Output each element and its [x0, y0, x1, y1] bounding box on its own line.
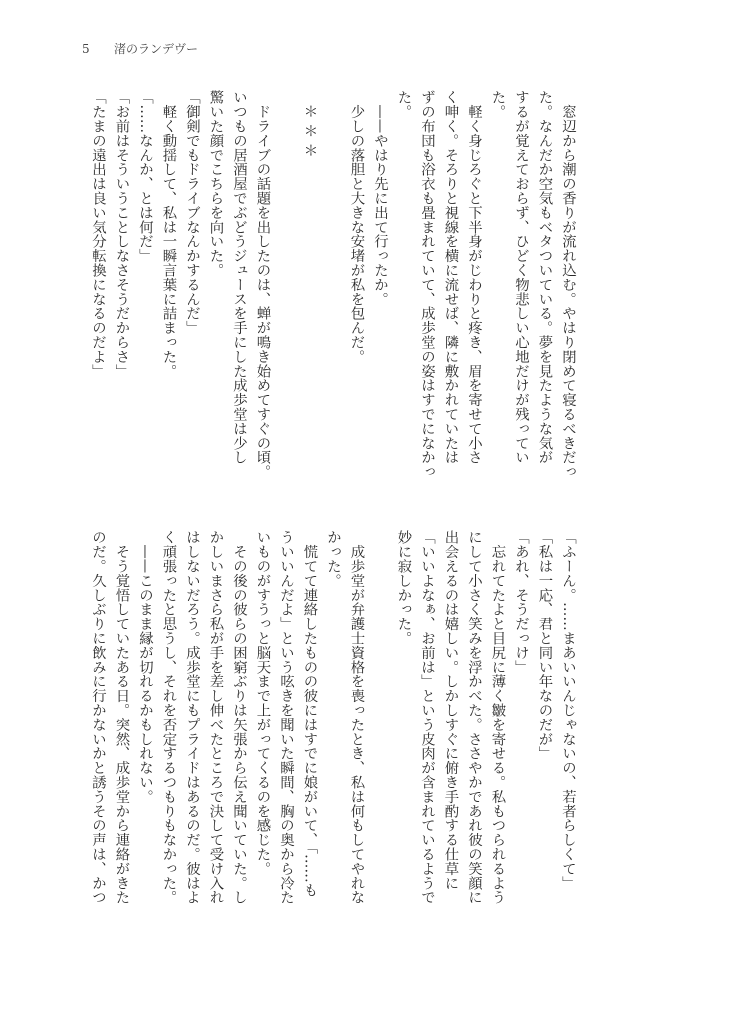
text-line: にして小さく笑みを浮かべた。ささやかであれ彼の笑顔に: [466, 530, 482, 905]
text-line: その後の彼らの困窮ぶりは矢張から伝え聞いていた。し: [231, 530, 247, 905]
text-line: 「私は一応、君と同い年なのだが」: [536, 530, 553, 761]
scene-break: ＊＊＊: [301, 104, 318, 163]
text-line: 出会えるのは嬉しい。しかしすぐに俯き手酌する仕草に: [442, 530, 459, 890]
page-number: 5: [82, 42, 90, 56]
text-block-upper: [86, 90, 580, 490]
text-line: はしないだろう。成歩堂にもプライドはあるのだ。彼はよ: [184, 530, 200, 905]
text-block-lower: [86, 530, 580, 930]
text-line: く頑張ったと思うし、それを否定するつもりもなかった。: [160, 530, 177, 905]
text-line: 成歩堂が弁護士資格を喪ったとき、私は何もしてやれな: [348, 530, 365, 905]
text-line: 「ふーん。……まあいいんじゃないの、若者らしくて」: [560, 530, 576, 890]
text-line: く呻く。そろりと視線を横に流せば、隣に敷かれていたは: [442, 90, 459, 465]
blank-line: [274, 90, 298, 490]
text-line: するが覚えておらず、ひどく物悲しい心地だけが残ってい: [513, 90, 529, 465]
text-line: ドライブの話題を出したのは、蝉が鳴き始めてすぐの頃。: [254, 90, 271, 479]
text-line: 妙に寂しかった。: [395, 530, 412, 646]
text-line: いつもの居酒屋でぶどうジュースを手にした成歩堂は少し: [231, 90, 247, 465]
text-line: た。: [489, 90, 506, 119]
blank-line: [368, 530, 392, 930]
chapter-title: 渚のランデヴー: [114, 42, 199, 56]
text-line: ——やはり先に出て行ったか。: [372, 90, 388, 306]
text-line: 軽く動揺して、私は一瞬言葉に詰まった。: [160, 90, 177, 378]
text-line: いものがすうっと脳天まで上がってくるのを感じた。: [254, 530, 271, 876]
text-line: ずの布団も浴衣も畳まれていて、成歩堂の姿はすでになかっ: [419, 90, 435, 479]
text-line: た。なんだか空気もベタついている。夢を見たような気が: [536, 90, 553, 465]
text-line: のだ。久しぶりに飲みに行かないかと誘うその声は、かつ: [90, 530, 106, 905]
text-line: 忘れてたよと目尻に薄く皺を寄せる。私もつられるよう: [489, 530, 506, 905]
running-header: [82, 40, 198, 57]
text-line: 「いいよなぁ、お前は」という皮肉が含まれているようで: [419, 530, 435, 905]
text-line: ——このまま縁が切れるかもしれない。: [137, 530, 153, 804]
text-line: 「お前はそういうことしなさそうだからさ」: [113, 90, 130, 378]
text-line: ういいんだよ」という呟きを聞いた瞬間、胸の奥から冷た: [278, 530, 294, 905]
text-line: 「……なんか、とは何だ」: [137, 90, 153, 263]
text-line: 「あれ、そうだっけ」: [513, 530, 529, 674]
text-line: 「たまの遠出は良い気分転換になるのだよ」: [90, 90, 106, 378]
text-line: 軽く身じろぐと下半身がじわりと疼き、眉を寄せて小さ: [466, 90, 482, 465]
text-line: かった。: [325, 530, 341, 588]
text-line: た。: [395, 90, 412, 119]
blank-line: [321, 90, 345, 490]
text-line: かしいまさら私が手を差し伸べたところで決して受け入れ: [207, 530, 224, 905]
text-line: 少しの落胆と大きな安堵が私を包んだ。: [348, 90, 365, 364]
text-line: そう覚悟していたある日。突然、成歩堂から連絡がきた: [113, 530, 130, 905]
text-line: 窓辺から潮の香りが流れ込む。やはり閉めて寝るべきだっ: [560, 90, 576, 479]
text-line: 慌てて連絡したものの彼にはすでに娘がいて、「……も: [301, 530, 318, 898]
text-line: 驚いた顔でこちらを向いた。: [207, 90, 224, 278]
text-line: 「御剣でもドライブなんかするんだ」: [184, 90, 200, 335]
